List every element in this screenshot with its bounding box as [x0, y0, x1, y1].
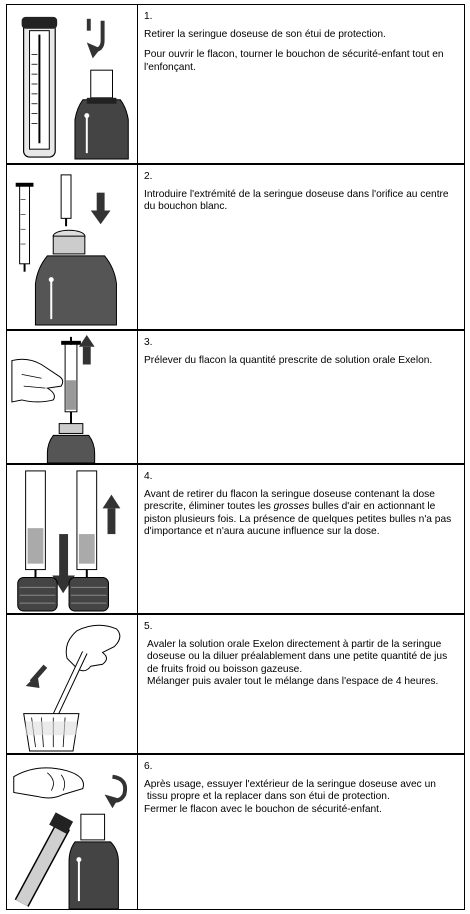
step-3-text: [138, 331, 464, 463]
step-instruction: Avaler la solution orale Exelon directement à partir de la seringue doseuse ou la diluer préalablement dans une petite quantité de jus de fruits froid ou boisson gazeuse.: [147, 638, 448, 675]
step-1-illustration: [7, 5, 138, 163]
step-3-illustration: [7, 331, 138, 463]
hand-syringe-glass-icon: [7, 615, 137, 753]
step-instruction: Prélever du flacon la quantité prescrite de solution orale Exelon.: [144, 354, 433, 366]
step-4-illustration: [7, 465, 138, 613]
syringe-into-bottle-icon: [7, 165, 137, 329]
step-instruction: tissu propre et la replacer dans son étui de protection.: [144, 791, 390, 803]
step-number: 4.: [144, 471, 153, 482]
wipe-syringe-close-bottle-icon: [7, 755, 137, 909]
step-instruction-part: Avant de retirer du flacon la seringue doseuse contenant la dose prescrite, éliminer toutes les: [144, 488, 435, 513]
hand-drawing-syringe-icon: [7, 331, 137, 463]
step-instruction: Fermer le flacon avec le bouchon de sécurité-enfant.: [144, 803, 382, 815]
step-6-illustration: [7, 755, 138, 909]
step-instruction: Après usage, essuyer l'extérieur de la seringue doseuse avec un: [144, 778, 436, 790]
syringe-case-and-bottle-icon: [7, 5, 137, 163]
step-instruction: [144, 489, 458, 539]
step-4-text: [138, 465, 464, 613]
step-number: 2.: [144, 171, 153, 182]
step-instruction: Pour ouvrir le flacon, tourner le bouchon de sécurité-enfant tout en l'enfonçant.: [144, 49, 444, 73]
step-instruction: Retirer la seringue doseuse de son étui de protection.: [144, 28, 386, 40]
step-instruction-emphasis: grosses: [273, 501, 310, 513]
step-row-4: [6, 464, 465, 614]
step-instruction: Introduire l'extrémité de la seringue doseuse dans l'orifice au centre du bouchon blanc.: [144, 188, 449, 213]
step-2-text: [138, 165, 464, 329]
step-row-1: [6, 4, 465, 164]
two-syringes-bubbles-icon: [7, 465, 137, 613]
step-number: 6.: [144, 761, 153, 772]
step-2-illustration: [7, 165, 138, 329]
step-5-text: [138, 615, 464, 753]
step-number: 3.: [144, 337, 153, 348]
step-instruction: Mélanger puis avaler tout le mélange dans l'espace de 4 heures.: [147, 676, 439, 688]
step-1-text: [138, 5, 464, 163]
step-instruction-part: bulles d'air en actionnant le piston plusieurs fois. La présence de quelques petites bulles n'a pas d'importance et n'aura aucune influence sur la dose.: [144, 501, 452, 538]
step-row-6: [6, 754, 465, 910]
step-row-3: [6, 330, 465, 464]
step-number: 5.: [144, 621, 153, 632]
step-6-text: [138, 755, 464, 909]
step-row-2: [6, 164, 465, 330]
step-number: 1.: [144, 11, 153, 22]
step-5-illustration: [7, 615, 138, 753]
step-row-5: [6, 614, 465, 754]
